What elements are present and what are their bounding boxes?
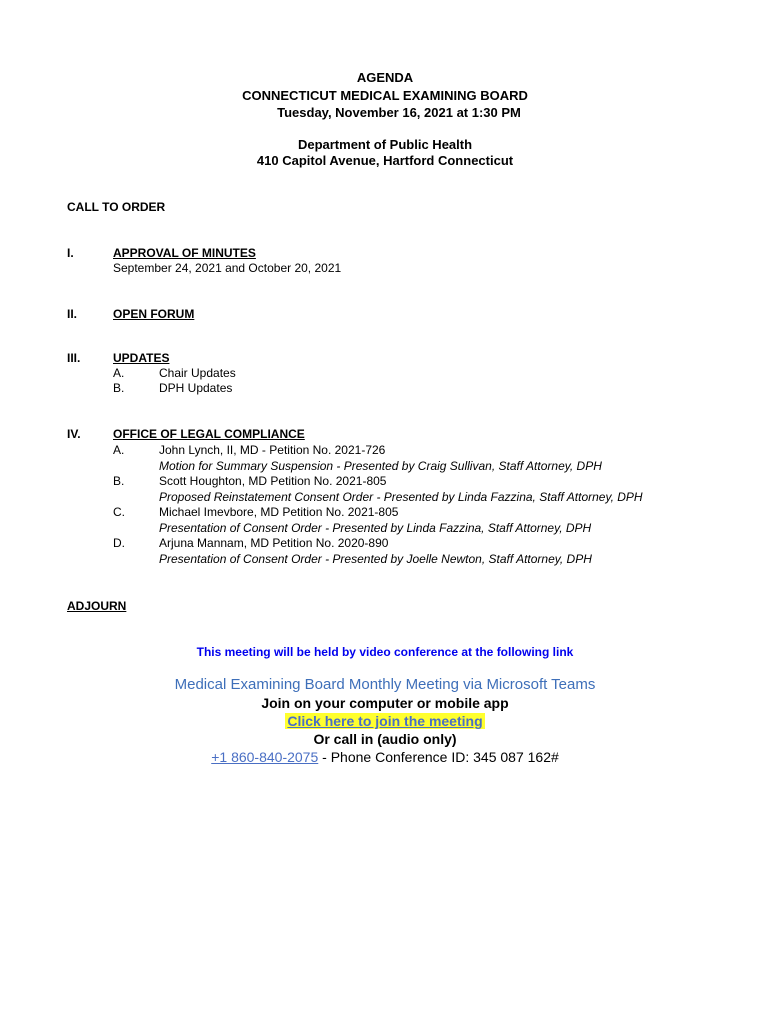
petition-item: Scott Houghton, MD Petition No. 2021-805	[159, 474, 387, 488]
teams-meeting-title: Medical Examining Board Monthly Meeting via Microsoft Teams	[174, 676, 596, 693]
meeting-date: Tuesday, November 16, 2021 at 1:30 PM	[277, 105, 521, 120]
section-title-updates: UPDATES	[113, 351, 170, 365]
join-link-row	[0, 712, 770, 730]
video-conference-notice: This meeting will be held by video conference at the following link	[196, 645, 574, 659]
join-instructions: Join on your computer or mobile app	[261, 695, 509, 711]
agenda-heading: AGENDA	[356, 70, 414, 85]
item-letter: B.	[113, 474, 125, 488]
join-meeting-link[interactable]: Click here to join the meeting	[287, 713, 483, 729]
section-numeral: III.	[67, 351, 81, 365]
petition-note: Proposed Reinstatement Consent Order - Presented by Linda Fazzina, Staff Attorney, DPH	[159, 490, 643, 504]
update-item: Chair Updates	[159, 366, 236, 380]
call-in-label: Or call in (audio only)	[313, 731, 457, 747]
petition-note: Motion for Summary Suspension - Presented by Craig Sullivan, Staff Attorney, DPH	[159, 459, 602, 473]
section-numeral: II.	[67, 307, 78, 321]
phone-number-link[interactable]: +1 860-840-2075	[211, 749, 319, 765]
petition-item: John Lynch, II, MD - Petition No. 2021-726	[159, 443, 386, 457]
petition-item: Michael Imevbore, MD Petition No. 2021-805	[159, 505, 399, 519]
item-letter: B.	[113, 381, 125, 395]
board-name: CONNECTICUT MEDICAL EXAMINING BOARD	[242, 88, 528, 103]
item-letter: C.	[113, 505, 125, 519]
item-letter: D.	[113, 536, 125, 550]
update-item: DPH Updates	[159, 381, 233, 395]
conference-id: - Phone Conference ID: 345 087 162#	[318, 749, 559, 765]
phone-row	[0, 748, 770, 766]
item-letter: A.	[113, 443, 125, 457]
petition-note: Presentation of Consent Order - Presented by Joelle Newton, Staff Attorney, DPH	[159, 552, 592, 566]
department-name: Department of Public Health	[297, 137, 473, 152]
section-title-approval-of-minutes: APPROVAL OF MINUTES	[113, 246, 256, 260]
call-to-order: CALL TO ORDER	[67, 200, 166, 214]
section-numeral: I.	[67, 246, 74, 260]
section-title-open-forum: OPEN FORUM	[113, 307, 195, 321]
adjourn: ADJOURN	[67, 599, 127, 613]
petition-note: Presentation of Consent Order - Presented by Linda Fazzina, Staff Attorney, DPH	[159, 521, 592, 535]
minutes-dates: September 24, 2021 and October 20, 2021	[113, 261, 342, 275]
petition-item: Arjuna Mannam, MD Petition No. 2020-890	[159, 536, 389, 550]
section-title-legal-compliance: OFFICE OF LEGAL COMPLIANCE	[113, 427, 305, 441]
department-address: 410 Capitol Avenue, Hartford Connecticut	[256, 153, 514, 168]
section-numeral: IV.	[67, 427, 81, 441]
item-letter: A.	[113, 366, 125, 380]
